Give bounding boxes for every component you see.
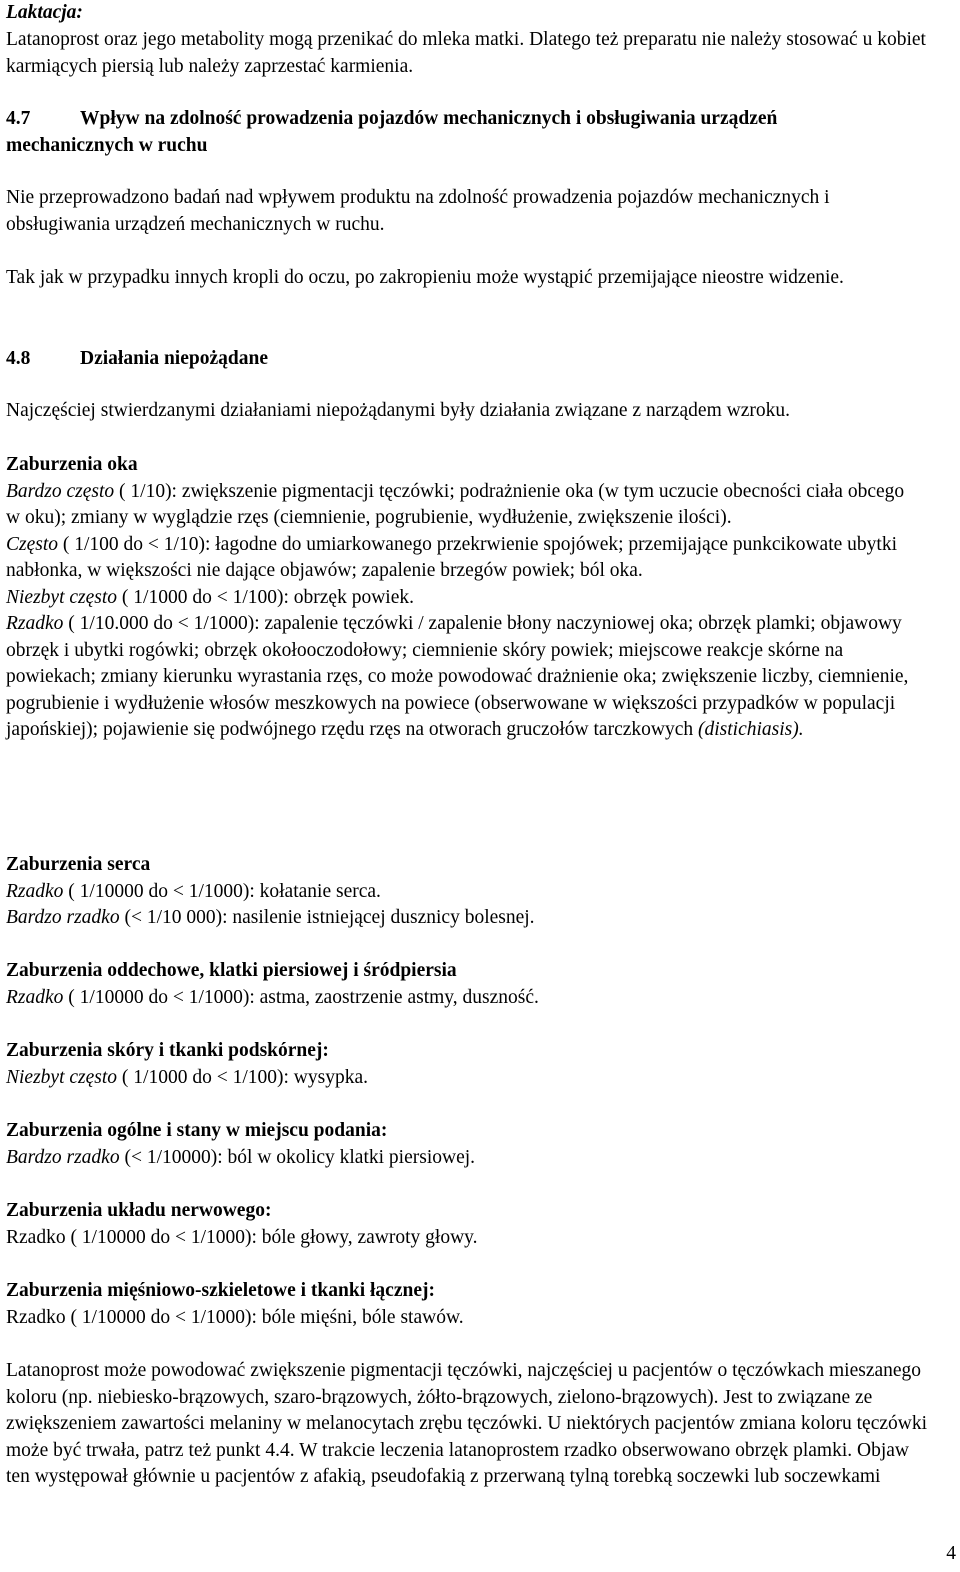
section-4-8-title: Działania niepożądane [80, 348, 268, 369]
general-disorders-block [6, 1118, 931, 1171]
distichiasis-term: (distichiasis). [698, 719, 804, 740]
musculoskeletal-disorders-block [6, 1278, 931, 1331]
frequency-label: Rzadko [6, 880, 64, 902]
frequency-text: ( 1/10000 do < 1/1000): kołatanie serca. [68, 880, 381, 902]
section-4-8-heading [6, 346, 268, 373]
frequency-label: Rzadko [6, 986, 64, 1008]
heart-disorders-heading: Zaburzenia serca [6, 854, 151, 875]
skin-disorders-heading: Zaburzenia skóry i tkanki podskórnej: [6, 1040, 329, 1061]
eye-rare [6, 611, 921, 744]
eye-disorders-block [6, 452, 921, 744]
skin-uncommon [6, 1065, 931, 1092]
lactation-heading: Laktacja: [6, 2, 83, 23]
frequency-text: ( 1/10): zwiększenie pigmentacji tęczówki; podrażnienie oka (w tym uczucie obecności ciała obcego w oku); zmiany w wyglądzie rzęs (ciemnienie, pogrubienie, wydłużenie, zwiększenie ilości). [6, 480, 905, 528]
general-very-rare [6, 1145, 931, 1172]
frequency-label: Bardzo często [6, 480, 115, 502]
heart-very-rare [6, 905, 931, 932]
eye-uncommon [6, 585, 921, 612]
frequency-text: (< 1/10 000): nasilenie istniejącej dusznicy bolesnej. [124, 907, 535, 928]
eye-common [6, 532, 921, 585]
nervous-disorders-block [6, 1198, 931, 1251]
frequency-text: ( 1/10000 do < 1/1000): astma, zaostrzenie astmy, duszność. [68, 986, 539, 1008]
frequency-label: Bardzo rzadko [6, 1146, 120, 1168]
skin-disorders-block [6, 1038, 931, 1091]
page-number: 4 [946, 1543, 956, 1564]
section-4-7-heading [6, 106, 886, 159]
frequency-label: Rzadko [6, 613, 64, 634]
respiratory-disorders-heading: Zaburzenia oddechowe, klatki piersiowej i śródpiersia [6, 960, 457, 981]
frequency-text: ( 1/1000 do < 1/100): obrzęk powiek. [121, 586, 414, 608]
section-4-8-intro: Najczęściej stwierdzanymi działaniami niepożądanymi były działania związane z narządem wzroku. [6, 400, 790, 421]
frequency-label: Bardzo rzadko [6, 907, 120, 928]
nervous-disorders-heading: Zaburzenia układu nerwowego: [6, 1200, 272, 1221]
nervous-rare: Rzadko ( 1/10000 do < 1/1000): bóle głowy, zawroty głowy. [6, 1226, 478, 1248]
general-disorders-heading: Zaburzenia ogólne i stany w miejscu podania: [6, 1120, 388, 1141]
frequency-text: ( 1/100 do < 1/10): łagodne do umiarkowanego przekrwienie spojówek; przemijające punkcikowate ubytki nabłonka, w większości nie dające objawów; zapalenie brzegów powiek; ból oka. [6, 533, 897, 581]
musculoskeletal-rare: Rzadko ( 1/10000 do < 1/1000): bóle mięśni, bóle stawów. [6, 1306, 464, 1328]
section-4-7-title: Wpływ na zdolność prowadzenia pojazdów mechanicznych i obsługiwania urządzeń mechanicznych w ruchu [6, 108, 778, 156]
frequency-text: (< 1/10000): ból w okolicy klatki piersiowej. [124, 1146, 476, 1168]
frequency-text: ( 1/1000 do < 1/100): wysypka. [121, 1066, 368, 1088]
lactation-text: Latanoprost oraz jego metabolity mogą przenikać do mleka matki. Dlatego też preparatu nie należy stosować u kobiet karmiących piersią lub należy zaprzestać karmienia. [6, 29, 926, 77]
respiratory-disorders-block [6, 958, 931, 1011]
frequency-label: Niezbyt często [6, 586, 118, 608]
heart-disorders-block [6, 852, 931, 932]
section-4-7-paragraph-2: Tak jak w przypadku innych kropli do oczu, po zakropieniu może wystąpić przemijające nieostre widzenie. [6, 267, 844, 288]
heart-rare [6, 879, 931, 906]
frequency-label: Niezbyt często [6, 1066, 118, 1088]
eye-disorders-heading: Zaburzenia oka [6, 454, 138, 475]
musculoskeletal-disorders-heading: Zaburzenia mięśniowo-szkieletowe i tkanki łącznej: [6, 1280, 435, 1301]
eye-very-common [6, 479, 921, 532]
closing-paragraph: Latanoprost może powodować zwiększenie pigmentacji tęczówki, najczęściej u pacjentów o tęczówkach mieszanego koloru (np. niebiesko-brązowych, szaro-brązowych, żółto-brązowych, zielono-brązowych). Jest to związane ze zwiększeniem zawartości melaniny w melanocytach zrębu tęczówki. U niektórych pacjentów zmiana koloru tęczówki może być trwała, patrz też punkt 4.4. W trakcie leczenia latanoprostem rzadko obserwowano obrzęk plamki. Objaw ten występował głównie u pacjentów z afakią, pseudofakią z przerwaną tylną torebką soczewki lub soczewkami [6, 1360, 928, 1487]
section-4-8-number: 4.8 [6, 348, 31, 369]
frequency-text: ( 1/10.000 do < 1/1000): zapalenie tęczówki / zapalenie błony naczyniowej oka; obrzęk plamki; objawowy obrzęk i ubytki rogówki; obrzęk okołooczodołowy; ciemnienie skóry powiek; miejscowe reakcje skórne na powiekach; zmiany kierunku wyrastania rzęs, co może powodować drażnienie oka; zwiększenie liczby, ciemnienie, pogrubienie i wydłużenie włosów meszkowych na powiece (obserwowane w większości przypadków w populacji japońskiej); pojawienie się podwójnego rzędu rzęs na otworach gruczołów tarczkowych [6, 613, 909, 740]
section-4-7-number: 4.7 [6, 108, 31, 129]
respiratory-rare [6, 985, 931, 1012]
section-4-7-paragraph-1: Nie przeprowadzono badań nad wpływem produktu na zdolność prowadzenia pojazdów mechanicznych i obsługiwania urządzeń mechanicznych w ruchu. [6, 187, 830, 235]
frequency-label: Często [6, 533, 59, 555]
